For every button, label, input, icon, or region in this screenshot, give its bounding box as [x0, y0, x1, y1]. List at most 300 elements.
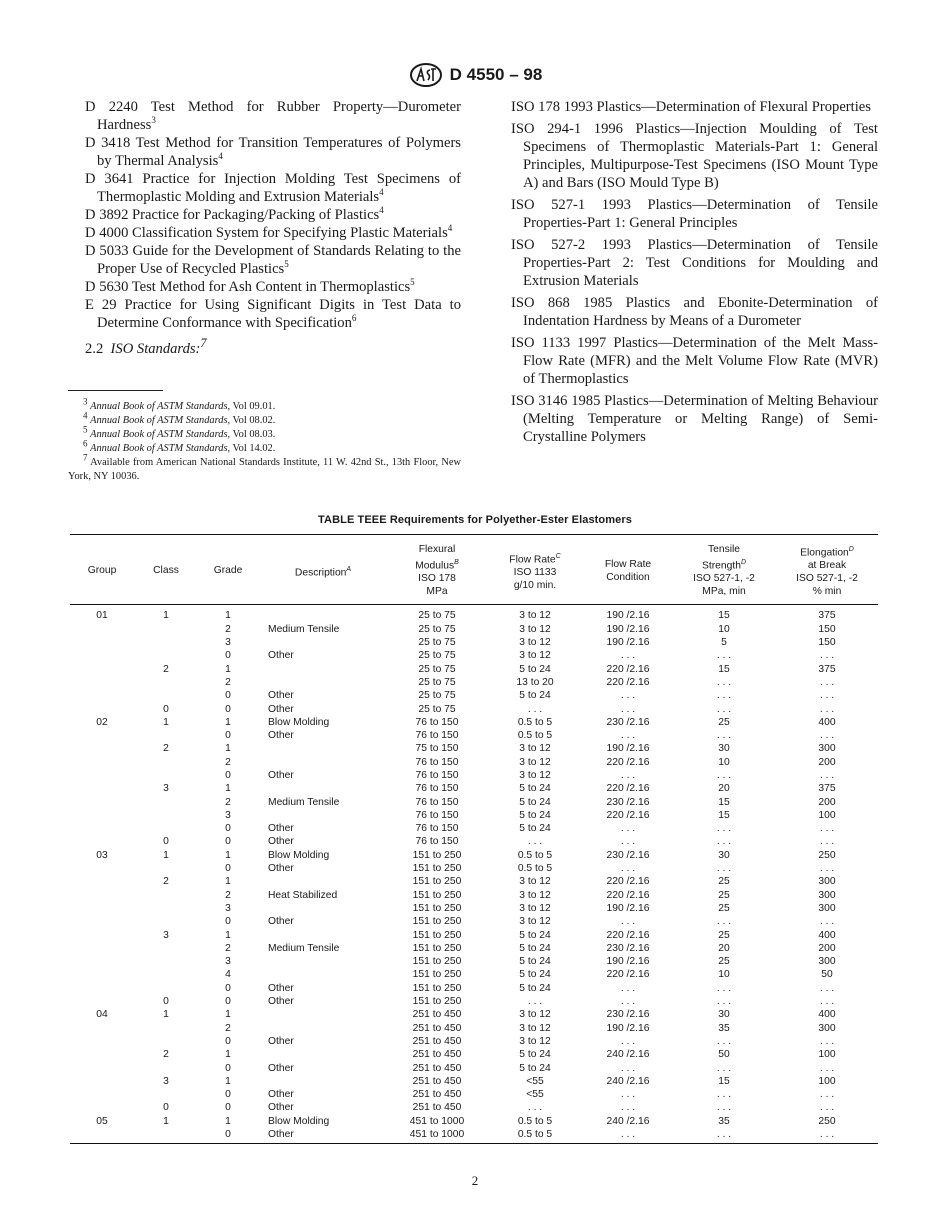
- cell-grade: 4: [225, 969, 231, 981]
- cell-class: [134, 756, 198, 769]
- cell-flexural-modulus: 251 to 450: [412, 1089, 462, 1101]
- cell-class: 1: [163, 716, 169, 728]
- cell-tensile-strength: 15: [718, 809, 730, 821]
- table-row: [70, 1035, 878, 1048]
- cell-class: [134, 809, 198, 822]
- cell-grade: 2: [225, 676, 231, 688]
- table-row: [70, 1101, 878, 1114]
- cell-description: Medium Tensile: [268, 942, 340, 954]
- footnote-divider: [68, 390, 163, 391]
- cell-elongation: 375: [818, 663, 836, 675]
- cell-class: [134, 889, 198, 902]
- cell-flow-rate-condition: . . .: [620, 690, 636, 702]
- cell-flexural-modulus: 151 to 250: [412, 902, 462, 914]
- cell-group: [70, 1035, 134, 1048]
- cell-flexural-modulus: 76 to 150: [415, 756, 459, 768]
- cell-flow-rate-condition: 190 /2.16: [606, 902, 650, 914]
- header-group: Group: [87, 565, 117, 577]
- cell-group: [70, 982, 134, 995]
- cell-tensile-strength: 25: [718, 902, 730, 914]
- cell-flow-rate: 0.5 to 5: [517, 1115, 553, 1127]
- table-row: [70, 1088, 878, 1101]
- cell-elongation: 50: [821, 969, 833, 981]
- cell-elongation: . . .: [819, 996, 835, 1008]
- cell-flow-rate-condition: 220 /2.16: [606, 876, 650, 888]
- cell-description: [258, 875, 388, 888]
- cell-elongation: 200: [818, 756, 836, 768]
- cell-group: [70, 676, 134, 689]
- cell-elongation: . . .: [819, 690, 835, 702]
- header-flow-rate: Flow Rate$^C$ ISO 1133 g/10 min.: [509, 552, 561, 591]
- cell-elongation: . . .: [819, 836, 835, 848]
- header-grade: Grade: [213, 565, 243, 577]
- cell-flow-rate-condition: 220 /2.16: [606, 783, 650, 795]
- cell-group: 03: [96, 849, 108, 861]
- cell-group: [70, 623, 134, 636]
- cell-description: Other: [268, 690, 294, 702]
- cell-description: Other: [268, 982, 294, 994]
- header-flow-rate-condition: Flow Rate Condition: [604, 558, 652, 583]
- cell-flow-rate: 5 to 24: [519, 809, 551, 821]
- cell-class: [134, 676, 198, 689]
- cell-description: Heat Stabilized: [268, 889, 338, 901]
- reference-item: D 2240 Test Method for Rubber Property—Durometer Hardness$^3$: [85, 99, 461, 133]
- cell-elongation: 300: [818, 876, 836, 888]
- cell-flexural-modulus: 151 to 250: [412, 916, 462, 928]
- cell-class: 0: [163, 703, 169, 715]
- footnote: $^6$ Annual Book of ASTM Standards, Vol 14.02.: [83, 438, 276, 454]
- cell-flow-rate: 5 to 24: [519, 823, 551, 835]
- table-row: [70, 1022, 878, 1035]
- cell-flow-rate: . . .: [527, 703, 543, 715]
- cell-flow-rate: 3 to 12: [519, 1035, 551, 1047]
- cell-tensile-strength: 25: [718, 716, 730, 728]
- astm-reference-list: [85, 98, 461, 332]
- cell-grade: 2: [225, 889, 231, 901]
- reference-item: D 3892 Practice for Packaging/Packing of Plastics$^4$: [85, 205, 384, 223]
- cell-tensile-strength: . . .: [716, 1089, 732, 1101]
- cell-flexural-modulus: 151 to 250: [412, 956, 462, 968]
- table-row: [70, 955, 878, 968]
- cell-group: [70, 1088, 134, 1101]
- cell-group: [70, 703, 134, 716]
- cell-flexural-modulus: 251 to 450: [412, 1075, 462, 1087]
- cell-tensile-strength: . . .: [716, 676, 732, 688]
- cell-class: 2: [163, 663, 169, 675]
- cell-group: [70, 929, 134, 942]
- cell-group: [70, 636, 134, 649]
- cell-flow-rate: 3 to 12: [519, 743, 551, 755]
- cell-tensile-strength: 15: [718, 1075, 730, 1087]
- cell-description: Other: [268, 1102, 294, 1114]
- iso-reference-item: ISO 3146 1985 Plastics—Determination of Melting Behaviour (Melting Temperature or Melting Range) of Semi-Crystalline Polymers: [511, 393, 878, 445]
- cell-description: [258, 1048, 388, 1061]
- cell-flow-rate-condition: . . .: [620, 769, 636, 781]
- cell-group: [70, 796, 134, 809]
- cell-flexural-modulus: 251 to 450: [412, 1022, 462, 1034]
- cell-flow-rate-condition: . . .: [620, 836, 636, 848]
- cell-flexural-modulus: 151 to 250: [412, 929, 462, 941]
- cell-elongation: . . .: [819, 982, 835, 994]
- cell-grade: 0: [225, 703, 231, 715]
- cell-flexural-modulus: 151 to 250: [412, 982, 462, 994]
- cell-flow-rate: 5 to 24: [519, 690, 551, 702]
- cell-flow-rate: 0.5 to 5: [517, 849, 553, 861]
- table-row: [70, 1008, 878, 1021]
- cell-tensile-strength: . . .: [716, 1035, 732, 1047]
- cell-description: [258, 605, 388, 623]
- cell-flow-rate-condition: 190 /2.16: [606, 637, 650, 649]
- cell-grade: 3: [225, 956, 231, 968]
- iso-reference-item: ISO 294-1 1996 Plastics—Injection Moulding of Test Specimens of Thermoplastic Materials-Part 1: General Principles, Multipurpose-Test Specimens (ISO Mount Type A) and Bars (ISO Mould Type B): [511, 121, 878, 191]
- cell-flexural-modulus: 76 to 150: [415, 716, 459, 728]
- table-body: [70, 605, 878, 1144]
- cell-grade: 0: [225, 823, 231, 835]
- cell-description: [258, 955, 388, 968]
- cell-description: [258, 1008, 388, 1021]
- cell-flexural-modulus: 25 to 75: [418, 703, 456, 715]
- cell-flow-rate-condition: 220 /2.16: [606, 889, 650, 901]
- cell-class: [134, 902, 198, 915]
- cell-elongation: 300: [818, 902, 836, 914]
- cell-grade: 2: [225, 1022, 231, 1034]
- cell-tensile-strength: . . .: [716, 863, 732, 875]
- cell-elongation: 400: [818, 929, 836, 941]
- cell-flow-rate-condition: . . .: [620, 1035, 636, 1047]
- cell-class: 1: [163, 849, 169, 861]
- reference-item: D 5630 Test Method for Ash Content in Thermoplastics$^5$: [85, 277, 415, 295]
- cell-class: 1: [163, 1009, 169, 1021]
- cell-description: [258, 929, 388, 942]
- cell-tensile-strength: 15: [718, 610, 730, 622]
- cell-flow-rate: . . .: [527, 996, 543, 1008]
- cell-tensile-strength: 10: [718, 969, 730, 981]
- cell-flow-rate-condition: . . .: [620, 1129, 636, 1140]
- astm-logo-icon: [408, 62, 444, 88]
- cell-flexural-modulus: 151 to 250: [412, 942, 462, 954]
- cell-flow-rate: 3 to 12: [519, 637, 551, 649]
- cell-flow-rate-condition: 230 /2.16: [606, 942, 650, 954]
- cell-class: [134, 689, 198, 702]
- cell-flow-rate-condition: . . .: [620, 982, 636, 994]
- cell-group: [70, 968, 134, 981]
- footnote: $^4$ Annual Book of ASTM Standards, Vol 08.02.: [83, 410, 276, 426]
- cell-flow-rate-condition: 220 /2.16: [606, 756, 650, 768]
- cell-grade: 2: [225, 796, 231, 808]
- cell-elongation: 300: [818, 889, 836, 901]
- table-row: [70, 663, 878, 676]
- cell-description: Blow Molding: [268, 716, 330, 728]
- cell-group: [70, 756, 134, 769]
- cell-flow-rate-condition: . . .: [620, 650, 636, 662]
- cell-group: [70, 1075, 134, 1088]
- cell-group: [70, 1062, 134, 1075]
- cell-grade: 0: [225, 730, 231, 742]
- cell-elongation: 375: [818, 783, 836, 795]
- cell-flexural-modulus: 25 to 75: [418, 650, 456, 662]
- cell-flow-rate-condition: 220 /2.16: [606, 969, 650, 981]
- cell-description: Other: [268, 863, 294, 875]
- cell-elongation: 100: [818, 1049, 836, 1061]
- cell-flow-rate-condition: . . .: [620, 730, 636, 742]
- header-tensile-strength: Tensile Strength$^D$ ISO 527-1, -2 MPa, min: [693, 544, 755, 598]
- cell-flow-rate: 5 to 24: [519, 929, 551, 941]
- cell-description: Other: [268, 836, 294, 848]
- cell-flow-rate: 0.5 to 5: [517, 716, 553, 728]
- table-row: [70, 942, 878, 955]
- cell-flexural-modulus: 151 to 250: [412, 876, 462, 888]
- cell-grade: 0: [225, 982, 231, 994]
- cell-group: [70, 742, 134, 755]
- document-id: D 4550 – 98: [449, 65, 543, 84]
- cell-group: [70, 902, 134, 915]
- cell-tensile-strength: 20: [718, 783, 730, 795]
- table-row: [70, 1062, 878, 1075]
- cell-flow-rate-condition: . . .: [620, 996, 636, 1008]
- cell-flexural-modulus: 76 to 150: [415, 769, 459, 781]
- table-row: [70, 649, 878, 662]
- cell-grade: 0: [225, 690, 231, 702]
- table-row: [70, 1048, 878, 1061]
- page-number: 2: [471, 1173, 479, 1188]
- requirements-table-container: [70, 534, 878, 1144]
- cell-flow-rate: 5 to 24: [519, 663, 551, 675]
- iso-reference-item: ISO 868 1985 Plastics and Ebonite-Determination of Indentation Hardness by Means of a Durometer: [511, 295, 878, 329]
- cell-tensile-strength: . . .: [716, 1062, 732, 1074]
- cell-flexural-modulus: 25 to 75: [418, 623, 456, 635]
- cell-elongation: . . .: [819, 1062, 835, 1074]
- cell-description: [258, 742, 388, 755]
- cell-flow-rate: 3 to 12: [519, 650, 551, 662]
- cell-description: [258, 902, 388, 915]
- cell-group: [70, 995, 134, 1008]
- reference-item: E 29 Practice for Using Significant Digits in Test Data to Determine Conformance with Specification$^6$: [85, 297, 461, 331]
- cell-description: Other: [268, 703, 294, 715]
- cell-flexural-modulus: 25 to 75: [418, 676, 456, 688]
- cell-class: [134, 649, 198, 662]
- cell-flow-rate-condition: 230 /2.16: [606, 1009, 650, 1021]
- cell-elongation: . . .: [819, 1102, 835, 1114]
- table-row: [70, 605, 878, 623]
- cell-tensile-strength: 50: [718, 1049, 730, 1061]
- cell-grade: 0: [225, 996, 231, 1008]
- cell-flow-rate-condition: 240 /2.16: [606, 1049, 650, 1061]
- cell-tensile-strength: 25: [718, 929, 730, 941]
- cell-flow-rate-condition: 220 /2.16: [606, 809, 650, 821]
- cell-grade: 0: [225, 1129, 231, 1140]
- cell-grade: 0: [225, 1035, 231, 1047]
- cell-flow-rate: 5 to 24: [519, 969, 551, 981]
- cell-flow-rate-condition: . . .: [620, 1089, 636, 1101]
- cell-tensile-strength: 10: [718, 756, 730, 768]
- cell-description: Other: [268, 730, 294, 742]
- cell-flow-rate-condition: 230 /2.16: [606, 849, 650, 861]
- cell-flexural-modulus: 451 to 1000: [409, 1115, 465, 1127]
- cell-flexural-modulus: 75 to 150: [415, 743, 459, 755]
- cell-flow-rate: 13 to 20: [516, 676, 554, 688]
- cell-description: Medium Tensile: [268, 796, 340, 808]
- cell-class: [134, 982, 198, 995]
- cell-class: 2: [163, 743, 169, 755]
- cell-flow-rate-condition: . . .: [620, 1102, 636, 1114]
- cell-flow-rate-condition: 190 /2.16: [606, 956, 650, 968]
- cell-flow-rate: 5 to 24: [519, 796, 551, 808]
- cell-grade: 1: [225, 929, 231, 941]
- cell-description: Blow Molding: [268, 1115, 330, 1127]
- cell-flow-rate: 3 to 12: [519, 876, 551, 888]
- iso-reference-item: ISO 1133 1997 Plastics—Determination of the Melt Mass-Flow Rate (MFR) and the Melt Volume Flow Rate (MVR) of Thermoplastics: [511, 335, 878, 387]
- table-row: [70, 769, 878, 782]
- cell-description: [258, 663, 388, 676]
- cell-flow-rate-condition: 230 /2.16: [606, 716, 650, 728]
- cell-elongation: 100: [818, 1075, 836, 1087]
- cell-flow-rate: 5 to 24: [519, 956, 551, 968]
- cell-group: [70, 729, 134, 742]
- table-row: [70, 902, 878, 915]
- cell-flow-rate: . . .: [527, 836, 543, 848]
- cell-class: 1: [163, 1115, 169, 1127]
- cell-tensile-strength: . . .: [716, 703, 732, 715]
- table-header-row: [70, 535, 878, 605]
- cell-flow-rate: 3 to 12: [519, 1009, 551, 1021]
- footnote: $^5$ Annual Book of ASTM Standards, Vol 08.03.: [83, 424, 276, 440]
- cell-elongation: 200: [818, 796, 836, 808]
- header-class: Class: [153, 565, 179, 577]
- cell-class: [134, 1128, 198, 1144]
- cell-group: [70, 915, 134, 928]
- cell-class: 0: [163, 836, 169, 848]
- cell-flexural-modulus: 251 to 450: [412, 1035, 462, 1047]
- cell-tensile-strength: . . .: [716, 1129, 732, 1140]
- cell-description: Other: [268, 996, 294, 1008]
- cell-description: Other: [268, 916, 294, 928]
- cell-flow-rate: 3 to 12: [519, 889, 551, 901]
- cell-grade: 3: [225, 637, 231, 649]
- cell-class: 3: [163, 929, 169, 941]
- cell-flow-rate-condition: 240 /2.16: [606, 1115, 650, 1127]
- cell-group: 01: [96, 610, 108, 622]
- cell-elongation: 400: [818, 1009, 836, 1021]
- cell-flexural-modulus: 251 to 450: [412, 1049, 462, 1061]
- cell-elongation: . . .: [819, 823, 835, 835]
- cell-elongation: . . .: [819, 703, 835, 715]
- table-row: [70, 676, 878, 689]
- table-row: [70, 703, 878, 716]
- cell-flexural-modulus: 25 to 75: [418, 610, 456, 622]
- cell-elongation: 400: [818, 716, 836, 728]
- cell-flow-rate: 3 to 12: [519, 610, 551, 622]
- table-row: [70, 995, 878, 1008]
- cell-tensile-strength: 35: [718, 1115, 730, 1127]
- cell-class: [134, 729, 198, 742]
- cell-class: 3: [163, 783, 169, 795]
- cell-flow-rate: 5 to 24: [519, 783, 551, 795]
- cell-flexural-modulus: 251 to 450: [412, 1102, 462, 1114]
- cell-elongation: 200: [818, 942, 836, 954]
- cell-group: 04: [96, 1009, 108, 1021]
- cell-grade: 1: [225, 1009, 231, 1021]
- cell-class: [134, 862, 198, 875]
- cell-elongation: 150: [818, 623, 836, 635]
- cell-grade: 3: [225, 809, 231, 821]
- table-row: [70, 1128, 878, 1144]
- table-row: [70, 689, 878, 702]
- cell-tensile-strength: 35: [718, 1022, 730, 1034]
- cell-tensile-strength: . . .: [716, 982, 732, 994]
- cell-description: [258, 676, 388, 689]
- cell-description: Other: [268, 769, 294, 781]
- cell-flow-rate: 5 to 24: [519, 1049, 551, 1061]
- table-title: TABLE TEEE Requirements for Polyether-Ester Elastomers: [318, 514, 632, 526]
- header-description: Description$^A$: [294, 565, 352, 578]
- cell-class: 2: [163, 1049, 169, 1061]
- cell-class: [134, 1062, 198, 1075]
- cell-group: 02: [96, 716, 108, 728]
- cell-class: [134, 769, 198, 782]
- cell-flexural-modulus: 251 to 450: [412, 1062, 462, 1074]
- cell-group: [70, 862, 134, 875]
- table-row: [70, 782, 878, 795]
- reference-item: D 3641 Practice for Injection Molding Test Specimens of Thermoplastic Molding and Extrusion Materials$^4$: [85, 171, 461, 205]
- cell-group: [70, 835, 134, 848]
- cell-grade: 1: [225, 1075, 231, 1087]
- cell-tensile-strength: 5: [721, 637, 727, 649]
- cell-grade: 0: [225, 1062, 231, 1074]
- cell-flow-rate: 5 to 24: [519, 1062, 551, 1074]
- cell-class: [134, 955, 198, 968]
- cell-flow-rate-condition: . . .: [620, 823, 636, 835]
- table-row: [70, 1115, 878, 1128]
- cell-group: [70, 875, 134, 888]
- cell-elongation: . . .: [819, 730, 835, 742]
- cell-elongation: 300: [818, 956, 836, 968]
- cell-class: [134, 822, 198, 835]
- cell-class: [134, 636, 198, 649]
- cell-description: Blow Molding: [268, 849, 330, 861]
- cell-elongation: 100: [818, 809, 836, 821]
- cell-description: Other: [268, 650, 294, 662]
- cell-description: [258, 782, 388, 795]
- cell-tensile-strength: . . .: [716, 836, 732, 848]
- cell-tensile-strength: . . .: [716, 650, 732, 662]
- cell-flow-rate: 3 to 12: [519, 623, 551, 635]
- cell-group: [70, 822, 134, 835]
- cell-flow-rate: 5 to 24: [519, 942, 551, 954]
- cell-grade: 0: [225, 650, 231, 662]
- cell-group: [70, 942, 134, 955]
- cell-flow-rate: 3 to 12: [519, 1022, 551, 1034]
- cell-class: 3: [163, 1075, 169, 1087]
- cell-elongation: 375: [818, 610, 836, 622]
- iso-reference-item: ISO 178 1993 Plastics—Determination of Flexural Properties: [511, 99, 871, 115]
- reference-item: D 3418 Test Method for Transition Temperatures of Polymers by Thermal Analysis$^4$: [85, 135, 461, 169]
- reference-item: D 4000 Classification System for Specifying Plastic Materials$^4$: [85, 223, 453, 241]
- iso-reference-list: [511, 98, 878, 450]
- cell-grade: 3: [225, 902, 231, 914]
- table-row: [70, 915, 878, 928]
- cell-tensile-strength: . . .: [716, 823, 732, 835]
- cell-class: [134, 968, 198, 981]
- cell-grade: 2: [225, 623, 231, 635]
- cell-description: Other: [268, 1089, 294, 1101]
- cell-elongation: 250: [818, 1115, 836, 1127]
- cell-grade: 1: [225, 1049, 231, 1061]
- cell-group: [70, 889, 134, 902]
- cell-class: 1: [163, 610, 169, 622]
- cell-flow-rate: 0.5 to 5: [517, 863, 553, 875]
- requirements-table: [70, 534, 878, 1144]
- table-row: [70, 809, 878, 822]
